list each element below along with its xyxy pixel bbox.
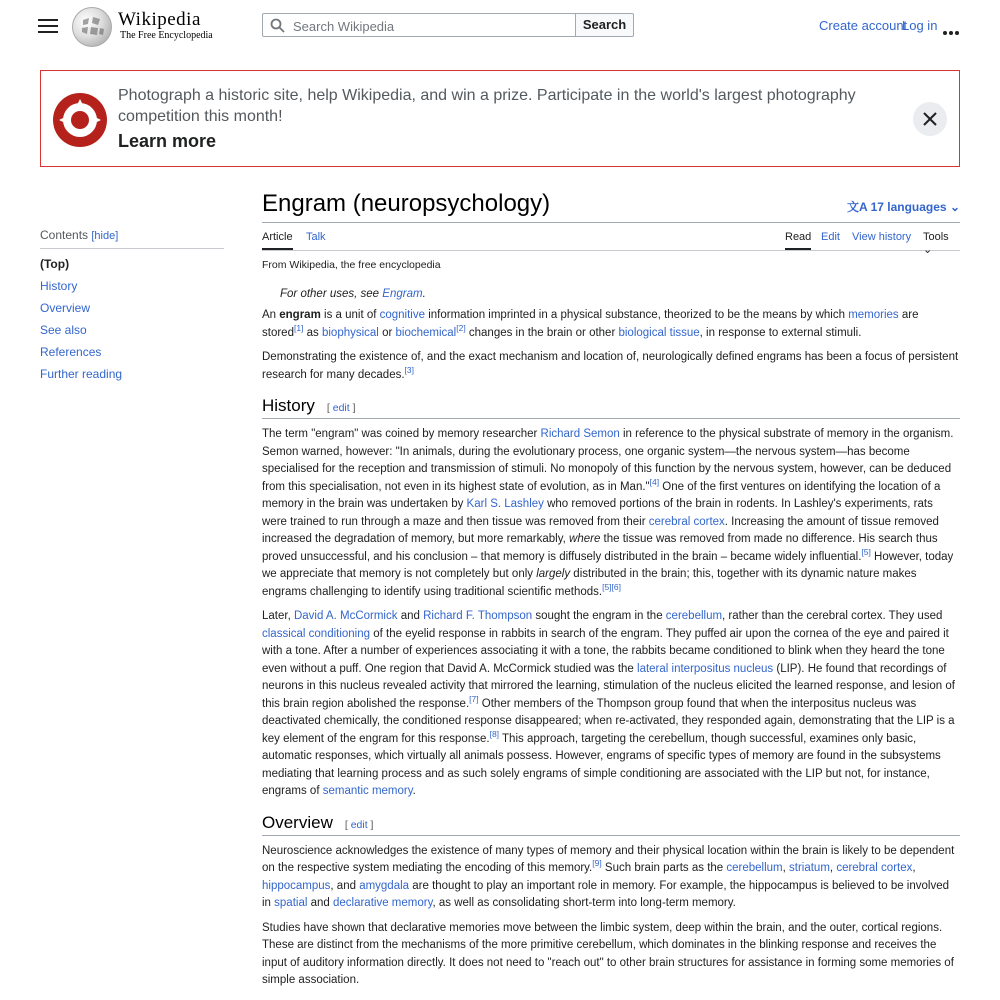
table-of-contents [40,228,224,385]
log-in-link[interactable]: Log in [902,18,938,33]
link-classical-conditioning[interactable]: classical conditioning [262,627,371,640]
link-memories[interactable]: memories [848,309,899,321]
banner-message: Photograph a historic site, help Wikipedia, and win a prize. Participate in the world's largest photography competition this month! [118,87,856,125]
hatnote: For other uses, see Engram. [280,288,426,300]
toc-item-further-reading[interactable]: Further reading [40,367,123,381]
tab-talk[interactable]: Talk [306,231,326,243]
link-cognitive[interactable]: cognitive [379,309,426,321]
wikipedia-wordmark[interactable]: Wikipedia [118,9,201,30]
link-declarative-memory[interactable]: declarative memory [332,897,433,909]
hatnote-text: For other uses, see [280,288,383,300]
link-semantic-memory[interactable]: semantic memory [322,785,413,797]
tab-view-history[interactable]: View history [852,231,912,243]
close-icon [923,112,937,126]
link-cerebellum-2[interactable]: cerebellum [726,862,783,874]
overview-paragraph-1: Neuroscience acknowledges the existence of many types of memory and their physical location within the brain is likely to be dependent on the respective system mediating the encoding of this memory.[9] Such brain parts as the cerebellum, striatum, cerebral cortex, hippocampus, and amygdala are thought to play an important role in memory. For example, the hippocampus is believed to be involved in spatial and declarative memory, as well as consolidating short-term into long-term memory. [262,844,955,909]
link-cerebellum[interactable]: cerebellum [665,610,723,622]
link-spatial[interactable]: spatial [274,897,308,909]
link-hippocampus[interactable]: hippocampus [262,879,331,892]
section-heading-history: History [ edit ] [262,396,960,419]
link-richard-semon[interactable]: Richard Semon [540,428,620,440]
create-account-link[interactable]: Create account [819,18,908,33]
toc-item-history[interactable]: History [40,279,78,293]
main-menu-button[interactable] [38,16,58,34]
link-biophysical[interactable]: biophysical [321,326,379,339]
search-icon [270,18,285,36]
link-striatum[interactable]: striatum [789,862,830,874]
site-subtitle: From Wikipedia, the free encyclopedia [262,259,441,271]
overview-paragraph-2: Studies have shown that declarative memories move between the limbic system, deep within the brain, and the outer, cortical regions. These are distinct from the mechanisms of the more primitive cerebellum, which dominates in the blinking response and receives the input of auditory information directly. It does not need to "reach out" to other brain structures for assistance in forming some memories of simple association. [262,921,954,986]
edit-section-history[interactable]: edit [332,402,350,414]
section-heading-overview: Overview [ edit ] [262,813,960,836]
search-button[interactable]: Search [576,13,634,37]
toc-item-see-also[interactable]: See also [40,323,87,337]
tools-label: Tools [923,231,949,243]
page-tabs [262,223,960,256]
link-david-mccormick[interactable]: David A. McCormick [293,610,398,622]
language-button[interactable] [847,198,960,215]
tools-menu[interactable] [923,231,960,256]
learn-more-link[interactable]: Learn more [118,131,217,151]
history-paragraph-2: Later, David A. McCormick and Richard F. Thompson sought the engram in the cerebellum, rather than the cerebral cortex. They used classical conditioning of the eyelid response in rabbits in search of the engram. They puffed air upon the cornea of the eye and paired it with a tone. After a number of experiences associating it with a tone, the rabbits became conditioned to blink when they heard the tone even without a puff. One region that David A. McCormick studied was the lateral interpositus nucleus (LIP). He found that recordings of neurons in this nucleus revealed activity that mirrored the learning, stimulation of the nucleus elicited the learned response, and lesion of this brain region abolished the response.[7] Other members of the Thompson group found that when the interpositus nucleus was deactivated chemically, the conditioned response disappeared; when re-activated, they responded again, demonstrating that the LIP is a key element of the engram for this response.[8] This approach, targeting the cerebellum, though successful, examines only basic, automatic responses, which virtually all animals possess. However, engrams of specific types of memory are found in the subsystems mediating that learning process and as such solely engrams of simple conditioning are associated with the LIP but not, for instance, engrams of semantic memory. [262,610,955,797]
article-body [262,307,960,990]
campaign-banner [40,70,960,167]
toc-hide-toggle[interactable]: [hide] [91,230,119,242]
more-options-icon[interactable] [943,23,961,38]
tab-article[interactable]: Article [262,231,293,250]
link-cerebral-cortex-2[interactable]: cerebral cortex [836,862,913,874]
history-paragraph-1: The term "engram" was coined by memory researcher Richard Semon in reference to the physical substrate of memory in the organism. Semon warned, however: "In animals, during the evolutionary process, one organic system—the nervous system—has become specialised for the reception and transmission of stimuli. No monopoly of this function by the nervous system, however, can be deduced from this specialisation, not even in its highest state of evolution, as in Man."[4] One of the first ventures on identifying the location of a memory in the brain was undertaken by Karl S. Lashley who removed portions of the brain in rodents. In Lashley's experiments, rats were trained to run through a maze and then tissue was removed from their cerebral cortex. Increasing the amount of tissue removed increased the degradation of memory, but more remarkably, where the tissue was removed from made no difference. His search thus proved unsuccessful, and his conclusion – that memory is diffusely distributed in the brain – became widely influential.[5] However, today we appreciate that memory is not completely but only largely distributed in the brain; this, together with its dynamic nature makes engrams challenging to identify using traditional scientific methods.[5][6] [262,428,954,598]
toc-list [40,253,224,385]
site-header [0,0,1000,52]
close-banner-button[interactable] [913,102,947,136]
lead-paragraph-2: Demonstrating the existence of, and the exact mechanism and location of, neurologically defined engrams has been a focus of persistent research for many decades.[3] [262,351,959,381]
link-cerebral-cortex[interactable]: cerebral cortex [648,515,725,528]
wikipedia-tagline: The Free Encyclopedia [120,30,213,41]
wiki-loves-monuments-logo [53,93,107,147]
edit-section-overview[interactable]: edit [350,818,368,831]
page-title: Engram (neuropsychology) [262,190,551,217]
toc-item-references[interactable]: References [40,345,102,359]
toc-item-top[interactable]: (Top) [40,257,70,271]
chevron-down-icon: ⌄ [949,200,960,214]
link-biochemical[interactable]: biochemical [395,326,457,339]
chevron-down-icon: ⌄ [923,244,933,256]
engram-disambiguation-link[interactable]: Engram [382,288,423,300]
search-input[interactable] [291,16,575,36]
lead-paragraph: An engram is a unit of cognitive information imprinted in a physical substance, theorized to be the means by which memories are stored[1] as biophysical or biochemical[2] changes in the brain or other biological tissue, in response to external stimuli. [262,309,919,339]
link-richard-thompson[interactable]: Richard F. Thompson [423,610,533,622]
toc-item-overview[interactable]: Overview [40,301,91,315]
toc-title: Contents [40,228,89,242]
article-content [262,190,960,990]
link-karl-lashley[interactable]: Karl S. Lashley [466,498,544,510]
link-biological-tissue[interactable]: biological tissue [618,326,700,339]
link-lateral-interpositus-nucleus[interactable]: lateral interpositus nucleus [637,662,774,675]
translate-icon: 文A [847,200,871,214]
tab-read[interactable]: Read [785,231,811,250]
tab-edit[interactable]: Edit [821,231,840,243]
link-amygdala[interactable]: amygdala [359,879,410,892]
wikipedia-globe-logo[interactable] [72,7,112,47]
language-count: 17 languages [870,200,947,214]
search-box [262,13,576,37]
